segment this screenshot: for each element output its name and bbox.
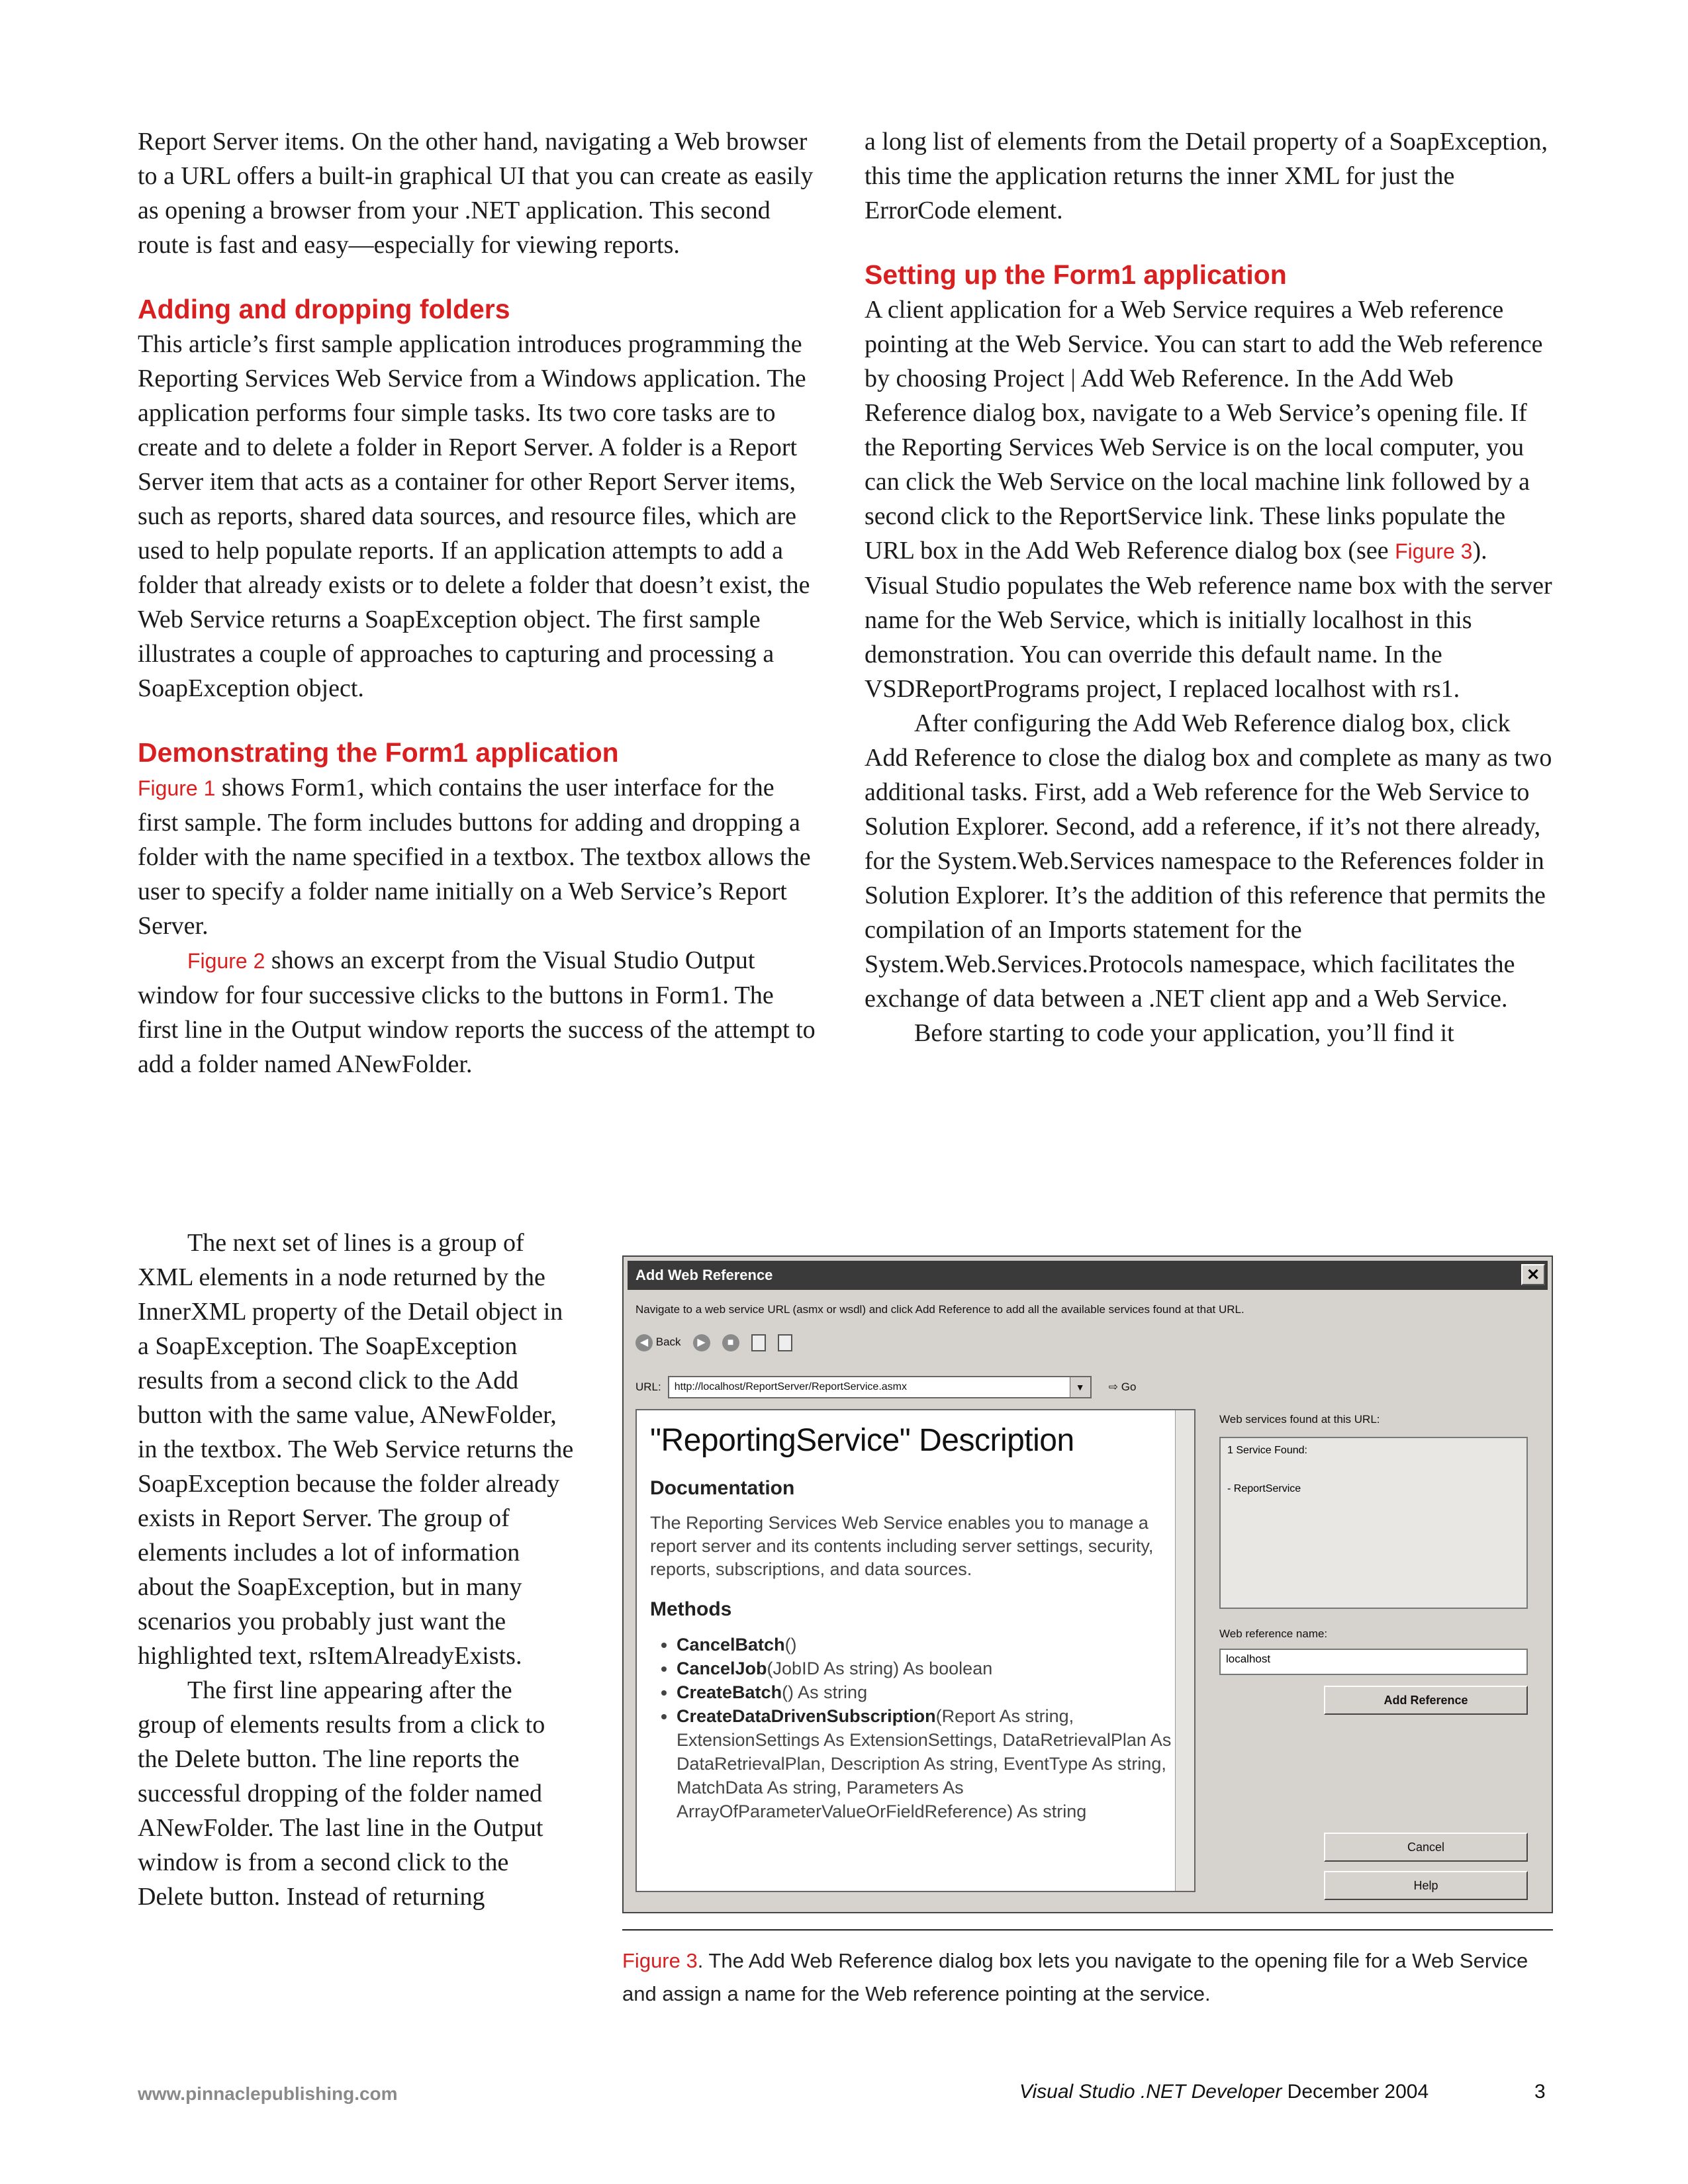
- method-signature: (Report As string, ExtensionSettings As ExtensionSettings, DataRetrievalPlan As DataRetrievalPlan, Description As string, EventType As string, MatchData As string, Parameters As ArrayOfParameterValueOrFieldReference) As string: [677, 1706, 1172, 1821]
- description-content: [637, 1410, 1194, 1835]
- figure-3-caption: [622, 1944, 1553, 2011]
- paragraph-first-line: The first line appearing after the group of elements results from a click to the Delete button. The line reports the successful dropping of the folder named ANewFolder. The last line in the Output window is from a second click to the Delete button. Instead of returning: [138, 1676, 545, 1911]
- description-scrollbar[interactable]: [1175, 1410, 1194, 1891]
- footer-website[interactable]: www.pinnaclepublishing.com: [138, 2083, 398, 2104]
- paragraph-right-intro: a long list of elements from the Detail property of a SoapException, this time the application returns the inner XML for just the ErrorCode element.: [865, 128, 1548, 224]
- caption-divider: [622, 1929, 1553, 1931]
- footer-publication: [1019, 2081, 1429, 2103]
- services-list[interactable]: [1219, 1437, 1528, 1609]
- caption-text: . The Add Web Reference dialog box lets you navigate to the opening file for a Web Service and assign a name for the Web reference pointing at the service.: [622, 1949, 1528, 2005]
- left-column-narrow: [138, 1226, 575, 1914]
- paragraph-before-coding: Before starting to code your application, you’ll find it: [914, 1019, 1454, 1047]
- heading-setting-up: Setting up the Form1 application: [865, 259, 1287, 290]
- refname-input[interactable]: localhost: [1219, 1649, 1528, 1675]
- dialog-titlebar: [628, 1261, 1548, 1290]
- documentation-heading: Documentation: [650, 1477, 795, 1499]
- add-web-reference-dialog: [622, 1255, 1553, 1913]
- go-label: Go: [1121, 1381, 1137, 1393]
- paragraph-intro: Report Server items. On the other hand, navigating a Web browser to a URL offers a built-in graphical UI that you can create as easily as opening a browser from your .NET application. This second route is fast and easy—especially for viewing reports.: [138, 128, 814, 259]
- paragraph-setting-up-a: A client application for a Web Service requires a Web reference pointing at the Web Service. You can start to add the Web reference by choosing Project | Add Web Reference. In the Add Web Reference dialog box, navigate to a Web Service’s opening file. If the Reporting Services Web Service is on the local computer, you can click the Web Service on the local machine link followed by a second click to the ReportService link. These links populate the URL box in the Add Web Reference dialog box (see: [865, 296, 1543, 565]
- help-button[interactable]: Help: [1324, 1871, 1528, 1900]
- services-found: 1 Service Found:: [1227, 1445, 1307, 1456]
- caption-figure-ref: Figure 3: [622, 1949, 698, 1972]
- dialog-title: Add Web Reference: [635, 1267, 773, 1283]
- back-button[interactable]: [635, 1334, 681, 1351]
- url-label: URL:: [635, 1381, 661, 1393]
- add-reference-button[interactable]: Add Reference: [1324, 1686, 1528, 1715]
- method-signature: (): [784, 1635, 797, 1655]
- page-number: 3: [1534, 2081, 1546, 2103]
- figure-2-ref[interactable]: Figure 2: [187, 949, 265, 973]
- method-item[interactable]: [677, 1657, 1181, 1680]
- services-label: Web services found at this URL:: [1219, 1413, 1380, 1426]
- stop-icon[interactable]: ■: [722, 1334, 739, 1351]
- paragraph-setting-up-b: ). Visual Studio populates the Web reference name box with the server name for the Web Service, which is initially localhost in this demonstration. You can override this default name. In the VSDReportPrograms project, I replaced localhost with rs1.: [865, 537, 1552, 703]
- method-name[interactable]: CreateBatch: [677, 1682, 782, 1702]
- method-name[interactable]: CreateDataDrivenSubscription: [677, 1706, 936, 1726]
- forward-arrow-icon[interactable]: ▶: [693, 1334, 710, 1351]
- footer-date: December 2004: [1287, 2081, 1429, 2103]
- paragraph-demo-1-text: shows Form1, which contains the user interface for the first sample. The form includes buttons for adding and dropping a folder with the name specified in a textbox. The textbox allows the user to specify a folder name initially on a Web Service’s Report Server.: [138, 774, 811, 940]
- footer-magazine: Visual Studio .NET Developer: [1019, 2081, 1282, 2103]
- method-item[interactable]: [677, 1680, 1181, 1704]
- back-label: Back: [655, 1336, 681, 1348]
- paragraph-after-config: After configuring the Add Web Reference dialog box, click Add Reference to close the dialog box and complete as many as two additional tasks. First, add a Web reference for the Web Service to Solution Explorer. Second, add a reference, if it’s not there already, for the System.Web.Services namespace to the References folder in Solution Explorer. It’s the addition of this reference that permits the compilation of an Imports statement for the System.Web.Services.Protocols namespace, which facilitates the exchange of data between a .NET client app and a Web Service.: [865, 709, 1552, 1013]
- method-name[interactable]: CancelBatch: [677, 1635, 785, 1655]
- url-row: [635, 1376, 1136, 1398]
- methods-list: [650, 1633, 1181, 1823]
- heading-demonstrating: Demonstrating the Form1 application: [138, 737, 619, 768]
- refresh-icon[interactable]: [751, 1334, 766, 1351]
- paragraph-adding-folders: This article’s first sample application introduces programming the Reporting Services Web Service from a Windows application. The application performs four simple tasks. Its two core tasks are to create and to delete a folder in Report Server. A folder is a Report Server item that acts as a container for other Report Server items, such as reports, shared data sources, and resource files, which are used to help populate reports. If an application attempts to add a folder that already exists or to delete a folder that doesn’t exist, the Web Service returns a SoapException object. The first sample illustrates a couple of approaches to capturing and processing a SoapException object.: [138, 330, 810, 702]
- url-input[interactable]: [668, 1376, 1092, 1398]
- paragraph-demo-2: [138, 943, 820, 1081]
- paragraph-demo-2-text: shows an excerpt from the Visual Studio Output window for four successive clicks to the buttons in Form1. The first line in the Output window reports the success of the attempt to add a folder named ANewFolder.: [138, 946, 816, 1078]
- go-button[interactable]: [1109, 1381, 1137, 1394]
- url-value: http://localhost/ReportServer/ReportService.asmx: [674, 1381, 907, 1392]
- right-column: [865, 124, 1553, 1050]
- methods-heading: Methods: [650, 1598, 732, 1620]
- home-icon[interactable]: [778, 1334, 792, 1351]
- documentation-text: The Reporting Services Web Service enables you to manage a report server and its contents including server settings, security, reports, subscriptions, and data sources.: [650, 1513, 1154, 1579]
- service-item[interactable]: - ReportService: [1227, 1483, 1301, 1494]
- description-title: "ReportingService" Description: [650, 1423, 1074, 1458]
- go-arrow-icon: ⇨: [1108, 1381, 1118, 1393]
- paragraph-next-set: The next set of lines is a group of XML elements in a node returned by the InnerXML property of the Detail object in a SoapException. The SoapException results from a second click to the Add button with the same value, ANewFolder, in the textbox. The Web Service returns the SoapException because the folder already exists in Report Server. The group of elements includes a lot of information about the SoapException, but in many scenarios you probably just want the highlighted text, rsItemAlreadyExists.: [138, 1229, 574, 1670]
- service-description-pane[interactable]: [635, 1409, 1196, 1892]
- method-signature: () As string: [782, 1682, 868, 1702]
- method-signature: (JobID As string) As boolean: [767, 1659, 993, 1678]
- paragraph-setting-up: [865, 293, 1553, 706]
- paragraph-demo-1: [138, 770, 820, 943]
- figure-1-ref[interactable]: Figure 1: [138, 776, 216, 800]
- cancel-button[interactable]: Cancel: [1324, 1833, 1528, 1862]
- left-column: [138, 124, 820, 1081]
- figure-3-ref[interactable]: Figure 3: [1395, 539, 1473, 563]
- refname-label: Web reference name:: [1219, 1627, 1328, 1640]
- method-item[interactable]: [677, 1704, 1181, 1823]
- back-arrow-icon: ◀: [635, 1334, 653, 1351]
- dialog-toolbar: [635, 1330, 792, 1356]
- chevron-down-icon[interactable]: ▼: [1070, 1377, 1090, 1397]
- method-name[interactable]: CancelJob: [677, 1659, 767, 1678]
- dialog-instruction: Navigate to a web service URL (asmx or wsdl) and click Add Reference to add all the available services found at that URL.: [635, 1303, 1244, 1316]
- method-item[interactable]: [677, 1633, 1181, 1657]
- heading-adding-folders: Adding and dropping folders: [138, 294, 510, 324]
- close-icon[interactable]: ✕: [1521, 1264, 1545, 1285]
